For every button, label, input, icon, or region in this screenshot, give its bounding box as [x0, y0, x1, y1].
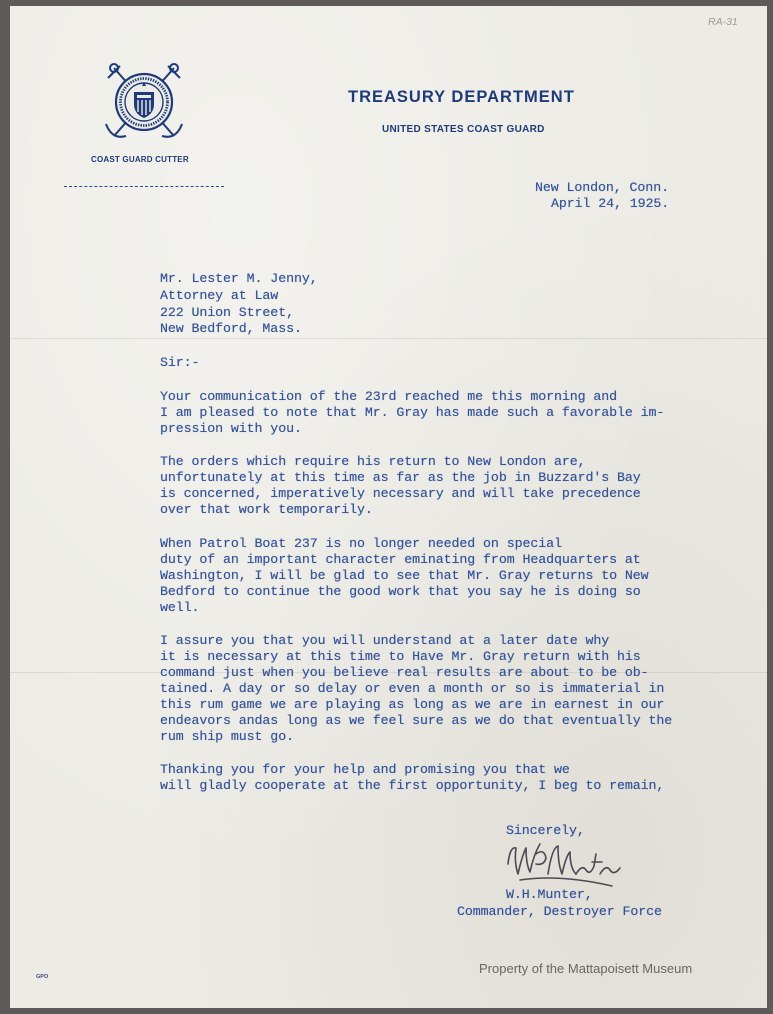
cutter-name-blank-line	[64, 186, 224, 187]
body-line: is concerned, imperatively necessary and will take precedence	[160, 486, 641, 501]
body-line: unfortunately at this time as far as the job in Buzzard's Bay	[160, 470, 641, 485]
body-line: When Patrol Boat 237 is no longer needed on special	[160, 536, 562, 551]
body-line: duty of an important character eminating from Headquarters at	[160, 552, 641, 567]
cutter-label: COAST GUARD CUTTER	[91, 155, 189, 164]
body-line: Bedford to continue the good work that you say he is doing so	[160, 584, 641, 599]
addressee-street: 222 Union Street,	[160, 305, 294, 320]
body-line: Your communication of the 23rd reached me this morning and	[160, 389, 618, 404]
body-line: will gladly cooperate at the first opportunity, I beg to remain,	[160, 778, 665, 793]
body-line: I assure you that you will understand at a later date why	[160, 633, 610, 648]
body-line: tained. A day or so delay or even a month or so is immaterial in	[160, 681, 665, 696]
signer-title: Commander, Destroyer Force	[457, 904, 662, 919]
gpo-mark: GPO	[36, 974, 49, 980]
body-line: Thanking you for your help and promising you that we	[160, 762, 570, 777]
addressee-name: Mr. Lester M. Jenny,	[160, 271, 318, 286]
salutation: Sir:-	[160, 355, 200, 370]
body-line: over that work temporarily.	[160, 502, 373, 517]
body-line: endeavors andas long as we feel sure as we do that eventually the	[160, 713, 673, 728]
coast-guard-seal-icon	[104, 62, 184, 144]
place-line: New London, Conn.	[535, 180, 669, 195]
addressee-city: New Bedford, Mass.	[160, 321, 302, 336]
department-title: TREASURY DEPARTMENT	[348, 88, 575, 106]
body-line: well.	[160, 600, 200, 615]
service-subtitle: UNITED STATES COAST GUARD	[382, 124, 545, 135]
paper-fold-upper	[10, 338, 767, 339]
museum-watermark: Property of the Mattapoisett Museum	[479, 961, 693, 976]
addressee-title: Attorney at Law	[160, 288, 279, 303]
signer-name: W.H.Munter,	[506, 887, 593, 902]
catalog-number: RA-31	[708, 16, 738, 28]
closing: Sincerely,	[506, 823, 585, 838]
body-line: it is necessary at this time to Have Mr. Gray return with his	[160, 649, 641, 664]
body-line: pression with you.	[160, 421, 302, 436]
body-line: this rum game we are playing as long as we are in earnest in our	[160, 697, 665, 712]
body-line: command just when you believe real results are about to be ob-	[160, 665, 649, 680]
body-line: rum ship must go.	[160, 729, 294, 744]
date-line: April 24, 1925.	[551, 196, 670, 211]
body-line: The orders which require his return to New London are,	[160, 454, 586, 469]
body-line: Washington, I will be glad to see that Mr. Gray returns to New	[160, 568, 649, 583]
body-line: I am pleased to note that Mr. Gray has made such a favorable im-	[160, 405, 665, 420]
